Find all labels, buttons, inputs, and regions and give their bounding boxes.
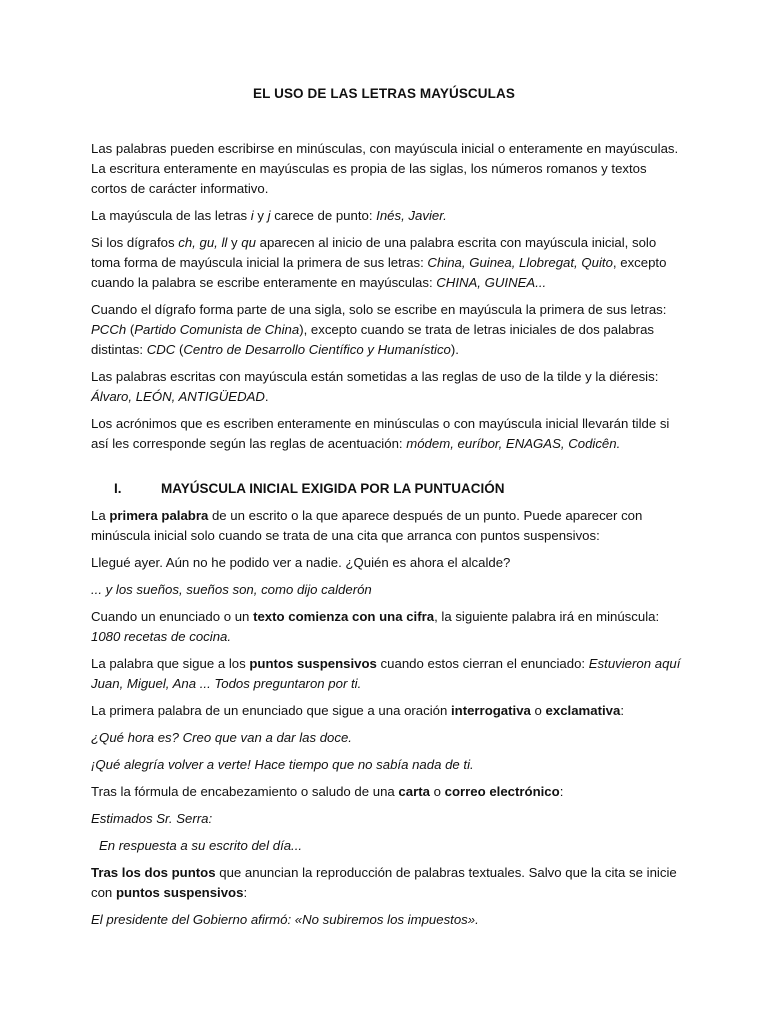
example-question: ¿Qué hora es? Creo que van a dar las doce. (91, 730, 352, 745)
example-exclamation: ¡Qué alegría volver a verte! Hace tiempo que no sabía nada de ti. (91, 757, 474, 772)
rule-first-word: La primera palabra de un escrito o la que aparece después de un punto. Puede aparecer con minúscula inicial solo cuando se trata de una cita que arranca con puntos suspensivos: (91, 508, 643, 543)
section-body (91, 506, 681, 930)
example-quote: El presidente del Gobierno afirmó: «No subiremos los impuestos». (91, 912, 479, 927)
document-title: EL USO DE LAS LETRAS MAYÚSCULAS (253, 86, 515, 101)
intro-paragraph-2: La mayúscula de las letras i y j carece de punto: Inés, Javier. (91, 208, 447, 223)
example-greeting: Estimados Sr. Serra: (91, 811, 213, 826)
intro-paragraph-5: Las palabras escritas con mayúscula están sometidas a las reglas de uso de la tilde y la diéresis: Álvaro, LEÓN, ANTIGÜEDAD. (91, 369, 659, 404)
intro-paragraph-1: Las palabras pueden escribirse en minúsculas, con mayúscula inicial o enteramente en mayúsculas. La escritura enteramente en mayúsculas es propia de las siglas, los números romanos y textos cortos de carácter informativo. (91, 141, 679, 196)
intro-paragraph-6: Los acrónimos que es escriben enteramente en minúsculas o con mayúscula inicial llevarán tilde si así les corresponde según las reglas de acentuación: módem, euríbor, ENAGAS, Codicên. (91, 416, 670, 451)
rule-colon: Tras los dos puntos que anuncian la reproducción de palabras textuales. Salvo que la cita se inicie con puntos suspensivos: (91, 865, 677, 900)
intro-section (91, 139, 681, 454)
example-reply: En respuesta a su escrito del día... (99, 838, 303, 853)
rule-interrogative: La primera palabra de un enunciado que sigue a una oración interrogativa o exclamativa: (91, 703, 625, 718)
rule-suspension-points: La palabra que sigue a los puntos suspensivos cuando estos cierran el enunciado: Estuvieron aquí Juan, Miguel, Ana ... Todos preguntaron por ti. (91, 656, 681, 691)
rule-number-start: Cuando un enunciado o un texto comienza con una cifra, la siguiente palabra irá en minúscula: 1080 recetas de cocina. (91, 609, 660, 644)
intro-paragraph-3: Si los dígrafos ch, gu, ll y qu aparecen al inicio de una palabra escrita con mayúscula inicial, solo toma forma de mayúscula inicial la primera de sus letras: China, Guinea, Llobregat, Quito, excepto cuando la palabra se escribe enteramente en mayúsculas: CHINA, GUINEA... (91, 235, 667, 290)
intro-paragraph-4: Cuando el dígrafo forma parte de una sigla, solo se escribe en mayúscula la primera de sus letras: PCCh (Partido Comunista de China), excepto cuando se trata de letras iniciales de dos palabras distintas: CDC (Centro de Desarrollo Científico y Humanístico). (91, 302, 667, 357)
example-first-word: Llegué ayer. Aún no he podido ver a nadie. ¿Quién es ahora el alcalde? (91, 555, 511, 570)
example-ellipsis-quote: ... y los sueños, sueños son, como dijo calderón (91, 582, 372, 597)
section-number: I. (114, 481, 122, 496)
rule-letter-greeting: Tras la fórmula de encabezamiento o saludo de una carta o correo electrónico: (91, 784, 564, 799)
section-title: MAYÚSCULA INICIAL EXIGIDA POR LA PUNTUACIÓN (161, 481, 505, 496)
